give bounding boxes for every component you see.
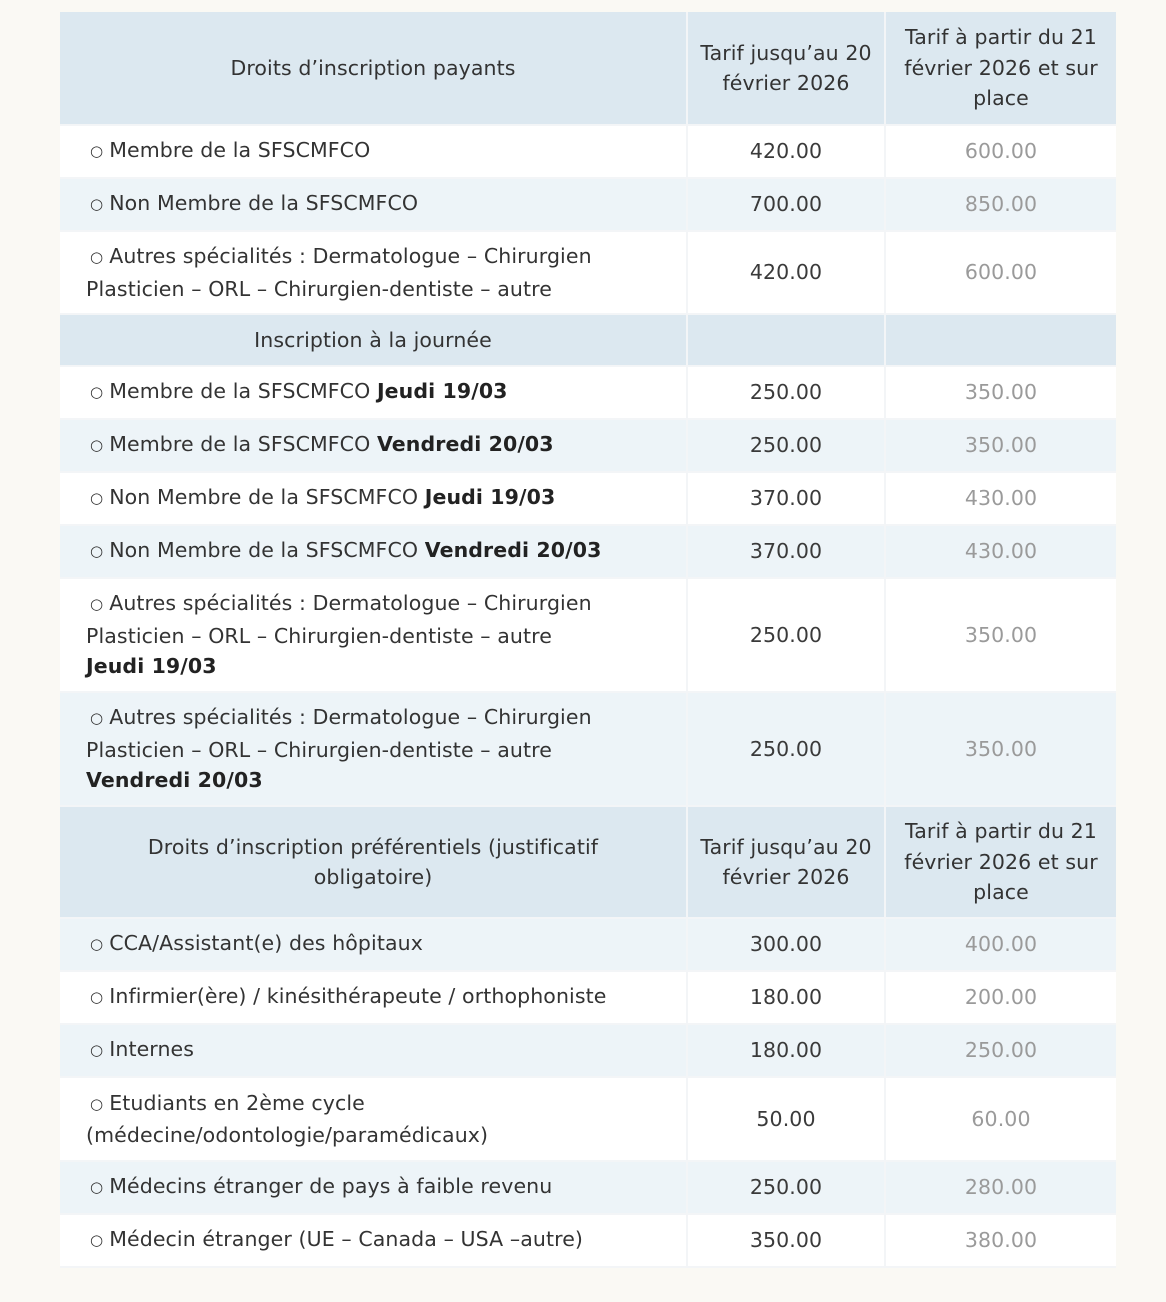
late-price: 250.00	[885, 1024, 1116, 1077]
row-day: Vendredi 20/03	[86, 768, 263, 793]
early-price: 700.00	[687, 178, 885, 231]
late-price: 60.00	[885, 1077, 1116, 1161]
late-price: 400.00	[885, 918, 1116, 971]
late-price: 350.00	[885, 419, 1116, 472]
late-price: 430.00	[885, 525, 1116, 578]
row-label: Médecin étranger (UE – Canada – USA –autre)	[109, 1227, 584, 1252]
early-price: 250.00	[687, 578, 885, 692]
row-label: Autres spécialités : Dermatologue – Chirurgien Plasticien – ORL – Chirurgien-dentiste – autre	[86, 705, 592, 762]
early-price: 180.00	[687, 1024, 885, 1077]
radio-icon[interactable]: ○	[90, 248, 104, 266]
row-label: Membre de la SFSCMFCO	[109, 379, 377, 404]
row-label: Autres spécialités : Dermatologue – Chirurgien Plasticien – ORL – Chirurgien-dentiste – autre	[86, 591, 592, 648]
radio-icon[interactable]: ○	[90, 709, 104, 728]
radio-icon[interactable]: ○	[90, 142, 104, 161]
header-early-rate: Tarif jusqu’au 20 février 2026	[687, 12, 885, 125]
header-late-rate: Tarif à partir du 21 février 2026 et sur place	[885, 806, 1116, 918]
row-label: Non Membre de la SFSCMFCO	[109, 538, 425, 563]
late-price: 600.00	[885, 231, 1116, 314]
radio-icon[interactable]: ○	[90, 489, 104, 508]
row-label: Etudiants en 2ème cycle (médecine/odontologie/paramédicaux)	[86, 1090, 489, 1147]
early-price: 370.00	[687, 525, 885, 578]
table-header-preferential	[60, 806, 1116, 918]
section-header-day	[60, 314, 1116, 366]
table-row[interactable]	[60, 918, 1116, 971]
table-row[interactable]	[60, 578, 1116, 692]
header-late-rate: Tarif à partir du 21 février 2026 et sur place	[885, 12, 1116, 125]
registration-fees-table	[60, 12, 1116, 1268]
radio-icon[interactable]: ○	[90, 988, 104, 1007]
row-label: Non Membre de la SFSCMFCO	[109, 191, 419, 216]
row-day: Vendredi 20/03	[424, 538, 602, 563]
radio-icon[interactable]: ○	[90, 1041, 104, 1060]
table-row[interactable]	[60, 971, 1116, 1024]
early-price: 300.00	[687, 918, 885, 971]
early-price: 250.00	[687, 419, 885, 472]
row-label: Autres spécialités : Dermatologue – Chirurgien Plasticien – ORL – Chirurgien-dentiste – autre	[86, 244, 592, 301]
table-row[interactable]	[60, 178, 1116, 231]
early-price: 250.00	[687, 366, 885, 419]
row-label: Médecins étranger de pays à faible revenu	[109, 1174, 553, 1199]
table-row[interactable]	[60, 1024, 1116, 1077]
section-label: Inscription à la journée	[60, 314, 687, 366]
early-price: 50.00	[687, 1077, 885, 1161]
radio-icon[interactable]: ○	[90, 383, 104, 402]
radio-icon[interactable]: ○	[90, 436, 104, 455]
row-day: Jeudi 19/03	[376, 379, 508, 404]
table-row[interactable]	[60, 125, 1116, 178]
table-row[interactable]	[60, 472, 1116, 525]
radio-icon[interactable]: ○	[90, 1094, 104, 1113]
late-price: 600.00	[885, 125, 1116, 178]
table-row[interactable]	[60, 1161, 1116, 1214]
table-row[interactable]	[60, 231, 1116, 314]
header-label: Droits d’inscription payants	[60, 12, 687, 125]
table-row[interactable]	[60, 419, 1116, 472]
late-price: 280.00	[885, 1161, 1116, 1214]
table-row[interactable]	[60, 525, 1116, 578]
radio-icon[interactable]: ○	[90, 195, 104, 214]
row-day: Jeudi 19/03	[86, 654, 217, 679]
row-day: Jeudi 19/03	[424, 485, 556, 510]
row-label: Internes	[109, 1037, 195, 1062]
radio-icon[interactable]: ○	[90, 1178, 104, 1197]
late-price: 350.00	[885, 366, 1116, 419]
table-row[interactable]	[60, 1077, 1116, 1161]
early-price: 350.00	[687, 1214, 885, 1267]
early-price: 420.00	[687, 125, 885, 178]
late-price: 430.00	[885, 472, 1116, 525]
radio-icon[interactable]: ○	[90, 1231, 104, 1250]
row-label: Membre de la SFSCMFCO	[109, 432, 377, 457]
radio-icon[interactable]: ○	[90, 595, 104, 614]
table-row[interactable]	[60, 1214, 1116, 1267]
radio-icon[interactable]: ○	[90, 542, 104, 561]
row-label: CCA/Assistant(e) des hôpitaux	[109, 931, 423, 956]
row-label: Non Membre de la SFSCMFCO	[109, 485, 425, 510]
table-row[interactable]	[60, 692, 1116, 806]
header-early-rate: Tarif jusqu’au 20 février 2026	[687, 806, 885, 918]
table-row[interactable]	[60, 366, 1116, 419]
late-price: 350.00	[885, 578, 1116, 692]
late-price: 350.00	[885, 692, 1116, 806]
row-day: Vendredi 20/03	[376, 432, 554, 457]
row-label: Infirmier(ère) / kinésithérapeute / orthophoniste	[109, 984, 607, 1009]
early-price: 420.00	[687, 231, 885, 314]
early-price: 370.00	[687, 472, 885, 525]
late-price: 200.00	[885, 971, 1116, 1024]
header-label: Droits d’inscription préférentiels (justificatif obligatoire)	[60, 806, 687, 918]
early-price: 180.00	[687, 971, 885, 1024]
early-price: 250.00	[687, 692, 885, 806]
radio-icon[interactable]: ○	[90, 935, 104, 954]
late-price: 380.00	[885, 1214, 1116, 1267]
row-label: Membre de la SFSCMFCO	[109, 138, 371, 163]
table-header-paying	[60, 12, 1116, 125]
late-price: 850.00	[885, 178, 1116, 231]
early-price: 250.00	[687, 1161, 885, 1214]
